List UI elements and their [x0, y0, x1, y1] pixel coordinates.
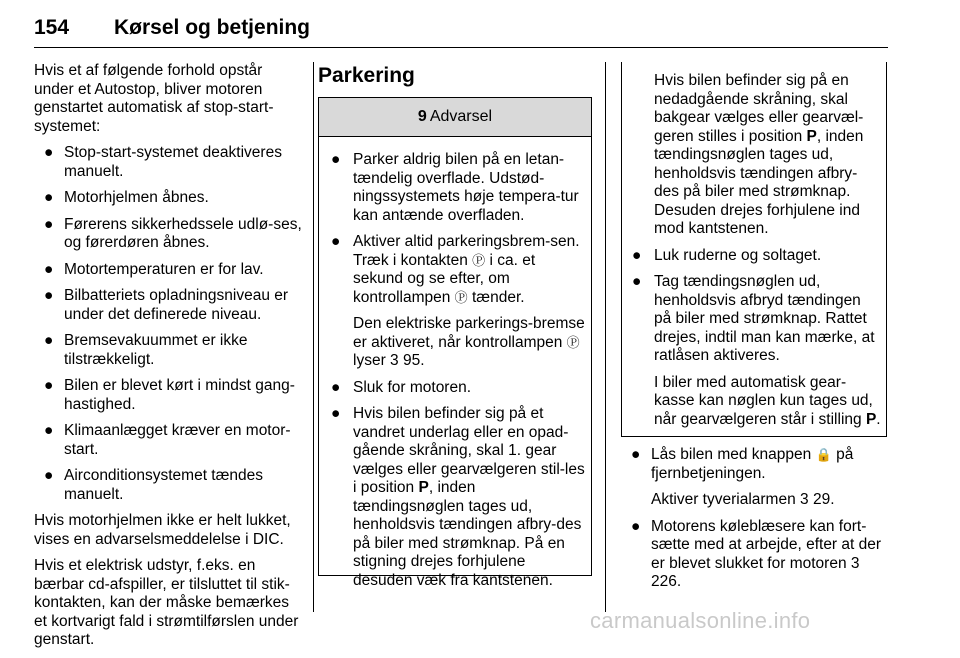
list-item: ● Stop-start-systemet deaktiveres manuelt. — [44, 144, 282, 180]
sub-paragraph: Aktiver tyverialarmen 3 29. — [651, 491, 835, 508]
list-item: ● Aktiver altid parkeringsbrem-sen. Træk i kontakten Ⓟ i ca. et sekund og se efter, om kontrollampen Ⓟ tænder. — [331, 233, 580, 306]
list-item: ● Hvis bilen befinder sig på et vandret underlag eller en opad-gående skråning, skal 1. gear vælges eller gearvælgeren stil-les i position P, inden tændingsnøglen tages ud, henholdsvis tændingen afbry-des på biler med strømknap. På en stigning drejes forhjulene desuden væk fra kantstenen. — [331, 405, 585, 589]
warning-box-continued — [621, 62, 887, 437]
watermark: carmanualsonline.info — [590, 608, 811, 633]
cross-ref-arrow-icon: 3 — [800, 491, 809, 508]
warning-label: Advarsel — [429, 108, 493, 125]
list-item: ● Motortemperaturen er for lav. — [44, 260, 264, 278]
electrical-paragraph: Hvis et elektrisk udstyr, f.eks. en bærbar cd-afspiller, er tilsluttet til stik-kontakten, kan der måske bemærkes et kortvarigt fald i strømtilførslen under genstart. — [34, 557, 299, 648]
list-item: ● Klimaanlægget kræver en motor-start. — [44, 422, 291, 458]
page-number: 154 — [34, 16, 70, 39]
box-paragraph: I biler med automatisk gear-kasse kan nøglen kun tages ud, når gearvælgeren står i stilling P. — [654, 373, 881, 428]
column-divider — [605, 62, 606, 612]
warning-header — [319, 97, 591, 137]
column-1 — [34, 62, 304, 658]
section-title: Parkering — [318, 64, 415, 87]
list-item: ● Sluk for motoren. — [331, 378, 472, 396]
page-header — [34, 14, 888, 54]
parking-brake-icon: Ⓟ — [472, 252, 486, 268]
parking-brake-icon: Ⓟ — [454, 289, 468, 305]
cross-ref-arrow-icon: 3 — [390, 352, 399, 369]
cross-ref-arrow-icon: 3 — [850, 554, 860, 572]
list-item: ● Lås bilen med knappen 🔒 på fjernbetjeningen. — [631, 446, 854, 482]
list-item: ● Bremsevakuummet er ikke tilstrækkeligt. — [44, 332, 248, 368]
column-3 — [621, 446, 891, 600]
column-2 — [318, 62, 591, 96]
sub-paragraph: Den elektriske parkerings-bremse er aktiveret, når kontrollampen Ⓟ lyser 3 95. — [353, 315, 585, 369]
warning-box — [318, 97, 592, 589]
box-paragraph: Hvis bilen befinder sig på en nedadgående skråning, skal bakgear vælges eller gearvæl-geren stilles i position P, inden tændingsnøglen tages ud, henholdsvis tændingen afbry-des på biler med strømknap. Desuden drejes forhjulene ind mod kantstenen. — [654, 72, 864, 237]
restart-conditions-list — [34, 144, 304, 504]
lock-icon: 🔒 — [815, 447, 832, 462]
list-item: ● Motorhjelmen åbnes. — [44, 189, 209, 206]
running-title: Kørsel og betjening — [114, 16, 311, 39]
list-item: ● Parker aldrig bilen på en letan-tændelig overflade. Udstød-ningssystemets høje tempera-tur kan antænde overfladen. — [331, 151, 579, 224]
list-item: ● Airconditionsystemet tændes manuelt. — [44, 467, 264, 503]
list-item: ● Bilen er blevet kørt i mindst gang-hastighed. — [44, 377, 295, 413]
intro-paragraph: Hvis et af følgende forhold opstår under et Autostop, bliver motoren genstartet automatisk af stop-start-systemet: — [34, 62, 274, 135]
list-item: ● Tag tændingsnøglen ud, henholdsvis afbryd tændingen på biler med strømknap. Rattet drejes, indtil man kan mærke, at ratlåsen aktiveres. — [632, 273, 875, 364]
list-item: ● Motorens køleblæsere kan fort-sætte med at arbejde, efter at der er blevet slukket for motoren 3 226. — [631, 517, 882, 590]
list-item: ● Førerens sikkerhedssele udlø-ses, og førerdøren åbnes. — [44, 215, 302, 251]
warning-triangle-icon: 9 — [417, 108, 427, 125]
list-item: ● Luk ruderne og soltaget. — [632, 246, 822, 264]
list-item: ● Bilbatteriets opladningsniveau er under det definerede niveau. — [44, 287, 289, 323]
header-rule — [34, 47, 888, 48]
column-divider — [313, 62, 314, 612]
hood-paragraph: Hvis motorhjelmen ikke er helt lukket, vises en advarselsmeddelelse i DIC. — [34, 512, 291, 548]
parking-brake-icon: Ⓟ — [566, 334, 580, 350]
